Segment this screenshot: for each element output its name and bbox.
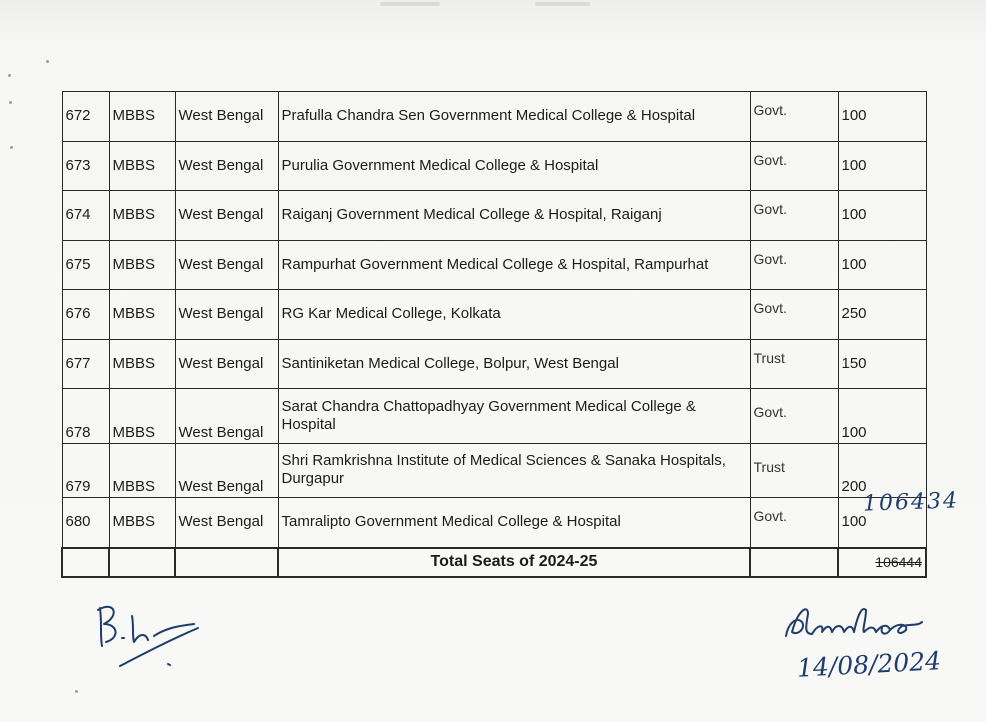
seat-count: 200	[838, 443, 926, 498]
handwritten-corrected-total: 106434	[862, 488, 960, 517]
course: MBBS	[109, 141, 175, 191]
college-name: Sarat Chandra Chattopadhyay Government Medical College & Hospital	[278, 389, 750, 444]
seat-count: 250	[838, 290, 926, 340]
empty-cell	[62, 548, 109, 577]
college-name: Tamralipto Government Medical College & Hospital	[278, 498, 750, 548]
ownership-type: Trust	[750, 339, 838, 389]
empty-cell	[109, 548, 175, 577]
scan-speck	[10, 146, 13, 149]
seat-count: 100	[838, 389, 926, 444]
state: West Bengal	[175, 339, 278, 389]
ownership-type: Govt.	[750, 141, 838, 191]
handwritten-date: 14/08/2024	[796, 646, 942, 683]
state: West Bengal	[175, 191, 278, 241]
total-row	[62, 548, 926, 577]
scan-speck	[8, 74, 11, 77]
serial-number: 677	[62, 339, 109, 389]
table-row	[62, 290, 926, 340]
college-name: Purulia Government Medical College & Hospital	[278, 141, 750, 191]
college-name: Prafulla Chandra Sen Government Medical College & Hospital	[278, 92, 750, 142]
serial-number: 675	[62, 240, 109, 290]
total-value-cell	[838, 548, 926, 577]
college-name: RG Kar Medical College, Kolkata	[278, 290, 750, 340]
ownership-type: Govt.	[750, 389, 838, 444]
struck-total: 106444	[875, 554, 922, 570]
course: MBBS	[109, 443, 175, 498]
table-row	[62, 92, 926, 142]
course: MBBS	[109, 240, 175, 290]
signature-right	[782, 600, 932, 650]
state: West Bengal	[175, 141, 278, 191]
empty-cell	[750, 548, 838, 577]
college-name: Santiniketan Medical College, Bolpur, West Bengal	[278, 339, 750, 389]
course: MBBS	[109, 389, 175, 444]
state: West Bengal	[175, 389, 278, 444]
ownership-type: Govt.	[750, 92, 838, 142]
table-row	[62, 389, 926, 444]
total-label: Total Seats of 2024-25	[278, 548, 750, 577]
signature-left	[90, 598, 210, 678]
seat-count: 100	[838, 498, 926, 548]
ownership-type: Govt.	[750, 290, 838, 340]
scan-speck	[9, 101, 12, 104]
course: MBBS	[109, 290, 175, 340]
college-name: Shri Ramkrishna Institute of Medical Sciences & Sanaka Hospitals, Durgapur	[278, 443, 750, 498]
seat-count: 100	[838, 191, 926, 241]
ownership-type: Govt.	[750, 498, 838, 548]
top-edge-mark	[535, 2, 590, 6]
table-row	[62, 191, 926, 241]
serial-number: 672	[62, 92, 109, 142]
serial-number: 678	[62, 389, 109, 444]
table-row	[62, 240, 926, 290]
course: MBBS	[109, 339, 175, 389]
state: West Bengal	[175, 92, 278, 142]
serial-number: 680	[62, 498, 109, 548]
table-row	[62, 141, 926, 191]
serial-number: 674	[62, 191, 109, 241]
seat-count: 100	[838, 240, 926, 290]
scan-speck	[75, 690, 78, 693]
state: West Bengal	[175, 443, 278, 498]
ownership-type: Govt.	[750, 191, 838, 241]
seat-matrix-table	[61, 91, 927, 578]
seat-count: 100	[838, 92, 926, 142]
ownership-type: Govt.	[750, 240, 838, 290]
course: MBBS	[109, 92, 175, 142]
state: West Bengal	[175, 240, 278, 290]
empty-cell	[175, 548, 278, 577]
state: West Bengal	[175, 498, 278, 548]
top-edge-mark	[380, 2, 440, 6]
serial-number: 673	[62, 141, 109, 191]
table-row	[62, 498, 926, 548]
seat-count: 100	[838, 141, 926, 191]
course: MBBS	[109, 191, 175, 241]
college-name: Rampurhat Government Medical College & Hospital, Rampurhat	[278, 240, 750, 290]
college-name: Raiganj Government Medical College & Hospital, Raiganj	[278, 191, 750, 241]
seat-count: 150	[838, 339, 926, 389]
state: West Bengal	[175, 290, 278, 340]
ownership-type: Trust	[750, 443, 838, 498]
serial-number: 679	[62, 443, 109, 498]
table-row	[62, 443, 926, 498]
serial-number: 676	[62, 290, 109, 340]
table-row	[62, 339, 926, 389]
scan-speck	[46, 60, 49, 63]
course: MBBS	[109, 498, 175, 548]
